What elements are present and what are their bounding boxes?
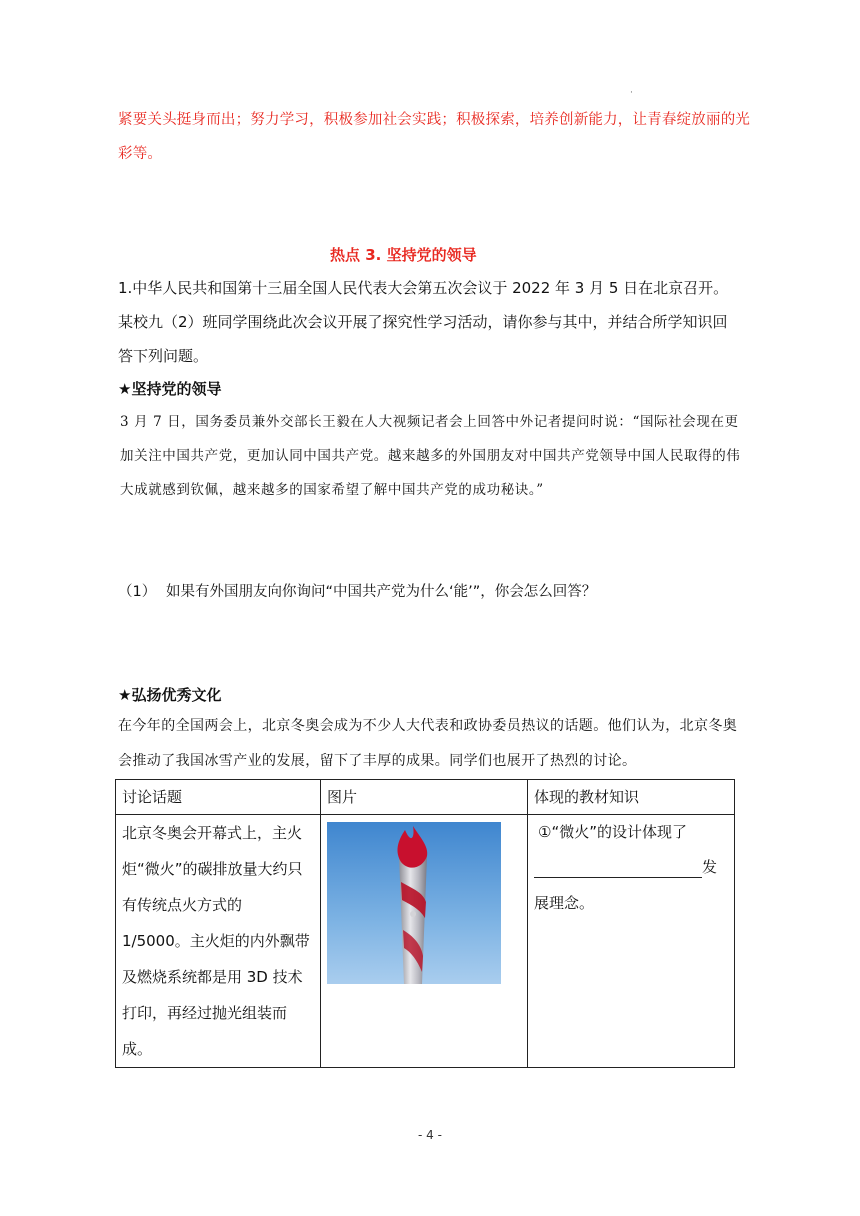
knowledge-suffix-a: 发 — [702, 858, 718, 876]
header-knowledge: 体现的教材知识 — [528, 780, 735, 815]
table-row — [116, 815, 735, 1068]
header-image: 图片 — [321, 780, 528, 815]
intro-line-1: 1.中华人民共和国第十三届全国人民代表大会第五次会议于 2022 年 3 月 5 日在北京召开。 — [118, 279, 729, 297]
table-header-row — [116, 780, 735, 815]
knowledge-prefix: ①“微火”的设计体现了 — [538, 823, 687, 841]
intro-line-3: 答下列问题。 — [118, 347, 209, 365]
star-heading-party: ★坚持党的领导 — [118, 380, 222, 398]
intro-line-2: 某校九（2）班同学围绕此次会议开展了探究性学习活动，请你参与其中，并结合所学知识回 — [118, 313, 728, 331]
knowledge-cell — [528, 815, 735, 1068]
quote-paragraph: 3 月 7 日，国务委员兼外交部长王毅在人大视频记者会上回答中外记者提问时说：“国际社会现在更加关注中国共产党，更加认同中国共产党。越来越多的外国朋友对中国共产党领导中国人民取得的伟大成就感到钦佩，越来越多的国家希望了解中国共产党的成功秘诀。” — [120, 414, 741, 498]
page-number: - 4 - — [418, 1128, 442, 1142]
knowledge-suffix-b: 展理念。 — [534, 894, 595, 912]
topic-cell: 北京冬奥会开幕式上，主火炬“微火”的碳排放量大约只有传统点火方式的 1/5000。主火炬的内外飘带及燃烧系统都是用 3D 技术打印，再经过抛光组装而成。 — [116, 815, 321, 1068]
header-topic: 讨论话题 — [116, 780, 321, 815]
star-heading-culture: ★弘扬优秀文化 — [118, 686, 222, 704]
question-1 — [118, 580, 596, 601]
discussion-table — [115, 779, 735, 1068]
question-text: 如果有外国朋友向你询问“中国共产党为什么‘能’”，你会怎么回答？ — [166, 584, 597, 600]
red-answer-text: 紧要关头挺身而出；努力学习，积极参加社会实践；积极探索，培养创新能力，让青春绽放丽的光彩等。 — [118, 112, 751, 162]
torch-image — [327, 822, 501, 984]
culture-paragraph: 在今年的全国两会上，北京冬奥会成为不少人大代表和政协委员热议的话题。他们认为，北京冬奥会推动了我国冰雪产业的发展，留下了丰厚的成果。同学们也展开了热烈的讨论。 — [118, 718, 738, 769]
question-number: （1） — [118, 584, 157, 600]
answer-blank[interactable] — [534, 861, 702, 878]
image-cell — [321, 815, 528, 1068]
top-dot: · — [630, 88, 633, 98]
knowledge-blank-line — [534, 851, 728, 878]
section-heading: 热点 3. 坚持党的领导 — [330, 246, 477, 264]
